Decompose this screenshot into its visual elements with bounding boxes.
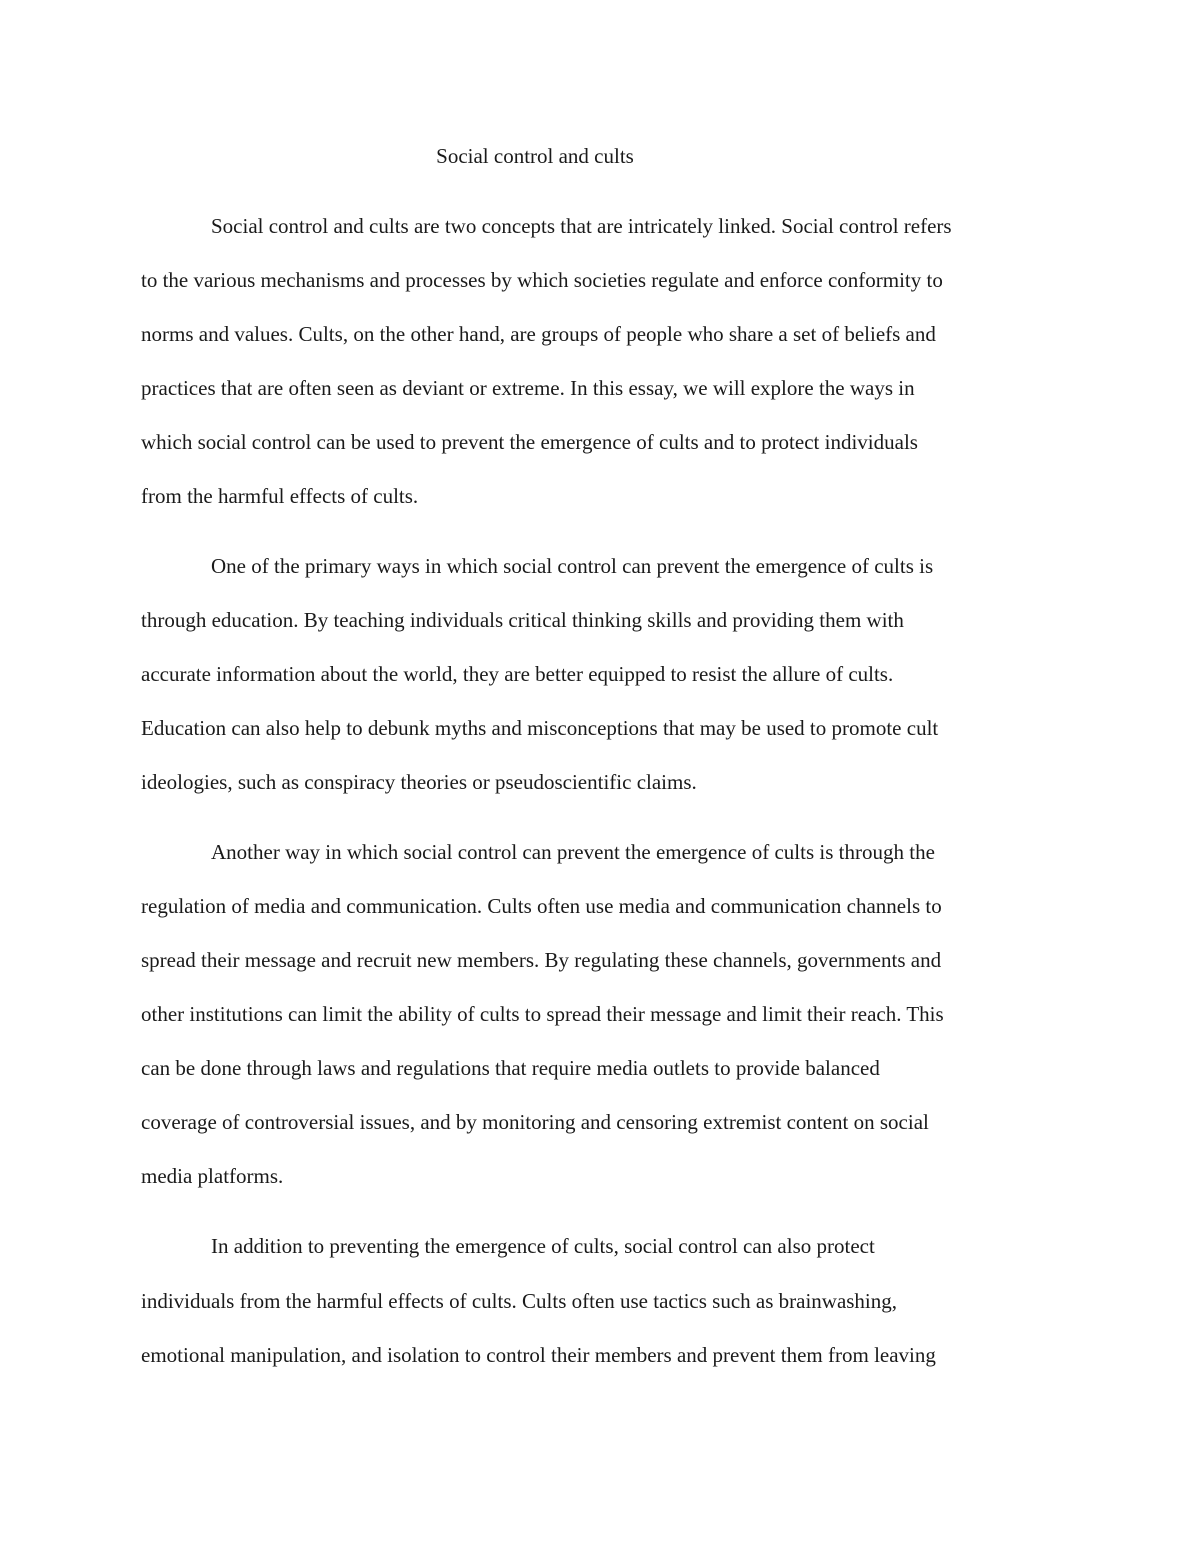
paragraph-line: through education. By teaching individuals critical thinking skills and providing them with	[141, 608, 904, 632]
paragraph-line: One of the primary ways in which social control can prevent the emergence of cults is	[211, 554, 934, 578]
document-title-text: Social control and cults	[436, 144, 634, 168]
paragraph-line: Another way in which social control can prevent the emergence of cults is through the	[211, 840, 935, 864]
paragraph-line: coverage of controversial issues, and by monitoring and censoring extremist content on social	[141, 1110, 929, 1134]
paragraph-line: accurate information about the world, they are better equipped to resist the allure of cults.	[141, 662, 894, 686]
paragraph-line: from the harmful effects of cults.	[141, 484, 419, 508]
paragraph-line: spread their message and recruit new members. By regulating these channels, governments and	[141, 948, 942, 972]
paragraph-line: ideologies, such as conspiracy theories or pseudoscientific claims.	[141, 770, 697, 794]
paragraph-line: Education can also help to debunk myths and misconceptions that may be used to promote cult	[141, 716, 939, 740]
paragraph-line: which social control can be used to prevent the emergence of cults and to protect individuals	[141, 430, 918, 454]
document-title	[0, 143, 1200, 169]
paragraph-line: media platforms.	[141, 1164, 284, 1188]
paragraph-line: other institutions can limit the ability of cults to spread their message and limit their reach. This	[141, 1002, 944, 1026]
paragraph-line: practices that are often seen as deviant or extreme. In this essay, we will explore the ways in	[141, 376, 915, 400]
paragraph-line: to the various mechanisms and processes by which societies regulate and enforce conformity to	[141, 268, 943, 292]
paragraph-line: can be done through laws and regulations that require media outlets to provide balanced	[141, 1056, 880, 1080]
paragraph-line: individuals from the harmful effects of cults. Cults often use tactics such as brainwashing,	[141, 1289, 898, 1313]
paragraph-line: emotional manipulation, and isolation to control their members and prevent them from leaving	[141, 1343, 936, 1367]
paragraph-line: In addition to preventing the emergence of cults, social control can also protect	[211, 1234, 875, 1258]
paragraph-line: Social control and cults are two concepts that are intricately linked. Social control refers	[211, 214, 952, 238]
paragraph-line: norms and values. Cults, on the other hand, are groups of people who share a set of beliefs and	[141, 322, 936, 346]
paragraph-line: regulation of media and communication. Cults often use media and communication channels to	[141, 894, 942, 918]
